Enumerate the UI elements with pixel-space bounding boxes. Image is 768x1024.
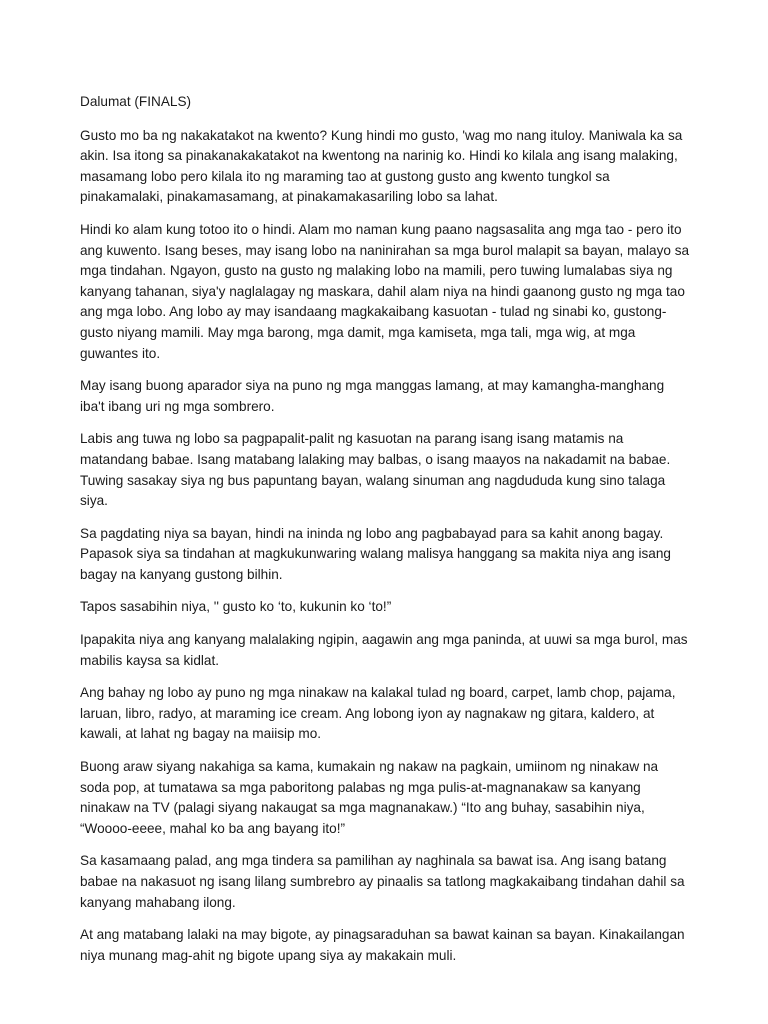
paragraph-1: Gusto mo ba ng nakakatakot na kwento? Kung hindi mo gusto, 'wag mo nang ituloy. Maniwala ka sa akin. Isa itong sa pinakanakakatakot na kwentong na narinig ko. Hindi ko kilala ang isang malaking, masamang lobo pero kilala ito ng maraming tao at gustong gusto ang kwento tungkol sa pinakamalaki, pinakamasamang, at pinakamakasariling lobo sa lahat. [80, 127, 683, 205]
paragraph-11: At ang matabang lalaki na may bigote, ay pinagsaraduhan sa bawat kainan sa bayan. Kinakailangan niya munang mag-ahit ng bigote upang siya ay makakain muli. [80, 927, 685, 963]
paragraph-9: Buong araw siyang nakahiga sa kama, kumakain ng nakaw na pagkain, umiinom ng ninakaw na soda pop, at tumatawa sa mga paboritong palabas ng mga pulis-at-magnanakaw sa kanyang ninakaw na TV (palagi siyang nakaugat sa mga magnanakaw.) “Ito ang buhay, sasabihin niya, “Woooo-eeee, mahal ko ba ang bayang ito!” [80, 759, 659, 836]
paragraph-6: Tapos sasabihin niya, '' gusto ko ‘to, kukunin ko ‘to!” [80, 599, 392, 615]
paragraph-8: Ang bahay ng lobo ay puno ng mga ninakaw na kalakal tulad ng board, carpet, lamb chop, pajama, laruan, libro, radyo, at maraming ice cream. Ang lobong iyon ay nagnakaw ng gitara, kaldero, at kawali, at lahat ng bagay na maiisip mo. [80, 685, 676, 742]
paragraph-7: Ipapakita niya ang kanyang malalaking ngipin, aagawin ang mga paninda, at uuwi sa mga burol, mas mabilis kaysa sa kidlat. [80, 632, 688, 668]
paragraph-3: May isang buong aparador siya na puno ng mga manggas lamang, at may kamangha-manghang iba't ibang uri ng mga sombrero. [80, 378, 665, 414]
document-title: Dalumat (FINALS) [80, 94, 192, 109]
paragraph-5: Sa pagdating niya sa bayan, hindi na ininda ng lobo ang pagbabayad para sa kahit anong bagay. Papasok siya sa tindahan at magkukunwaring walang malisya hanggang sa makita niya ang isang bagay na kanyang gustong bilhin. [80, 525, 671, 582]
paragraph-2: Hindi ko alam kung totoo ito o hindi. Alam mo naman kung paano nagsasalita ang mga tao - pero ito ang kuwento. Isang beses, may isang lobo na naninirahan sa mga burol malapit sa bayan, malayo sa mga tindahan. Ngayon, gusto na gusto ng malaking lobo na mamili, pero tuwing lumalabas siya ng kanyang tahanan, siya'y naglalagay ng maskara, dahil alam niya na hindi gaanong gusto ng mga tao ang mga lobo. Ang lobo ay may isandaang magkakaibang kasuotan - tulad ng sinabi ko, gustong-gusto niyang mamili. May mga barong, mga damit, mga kamiseta, mga tali, mga wig, at mga guwantes ito. [80, 221, 690, 361]
paragraph-10: Sa kasamaang palad, ang mga tindera sa pamilihan ay naghinala sa bawat isa. Ang isang batang babae na nakasuot ng isang lilang sumbrebro ay pinaalis sa tatlong magkakaibang tindahan dahil sa kanyang mahabang ilong. [80, 853, 685, 910]
paragraph-4: Labis ang tuwa ng lobo sa pagpapalit-palit ng kasuotan na parang isang isang matamis na matandang babae. Isang matabang lalaking may balbas, o isang maayos na nakadamit na babae. Tuwing sasakay siya ng bus papuntang bayan, walang sinuman ang nagdududa kung sino talaga siya. [80, 431, 671, 509]
